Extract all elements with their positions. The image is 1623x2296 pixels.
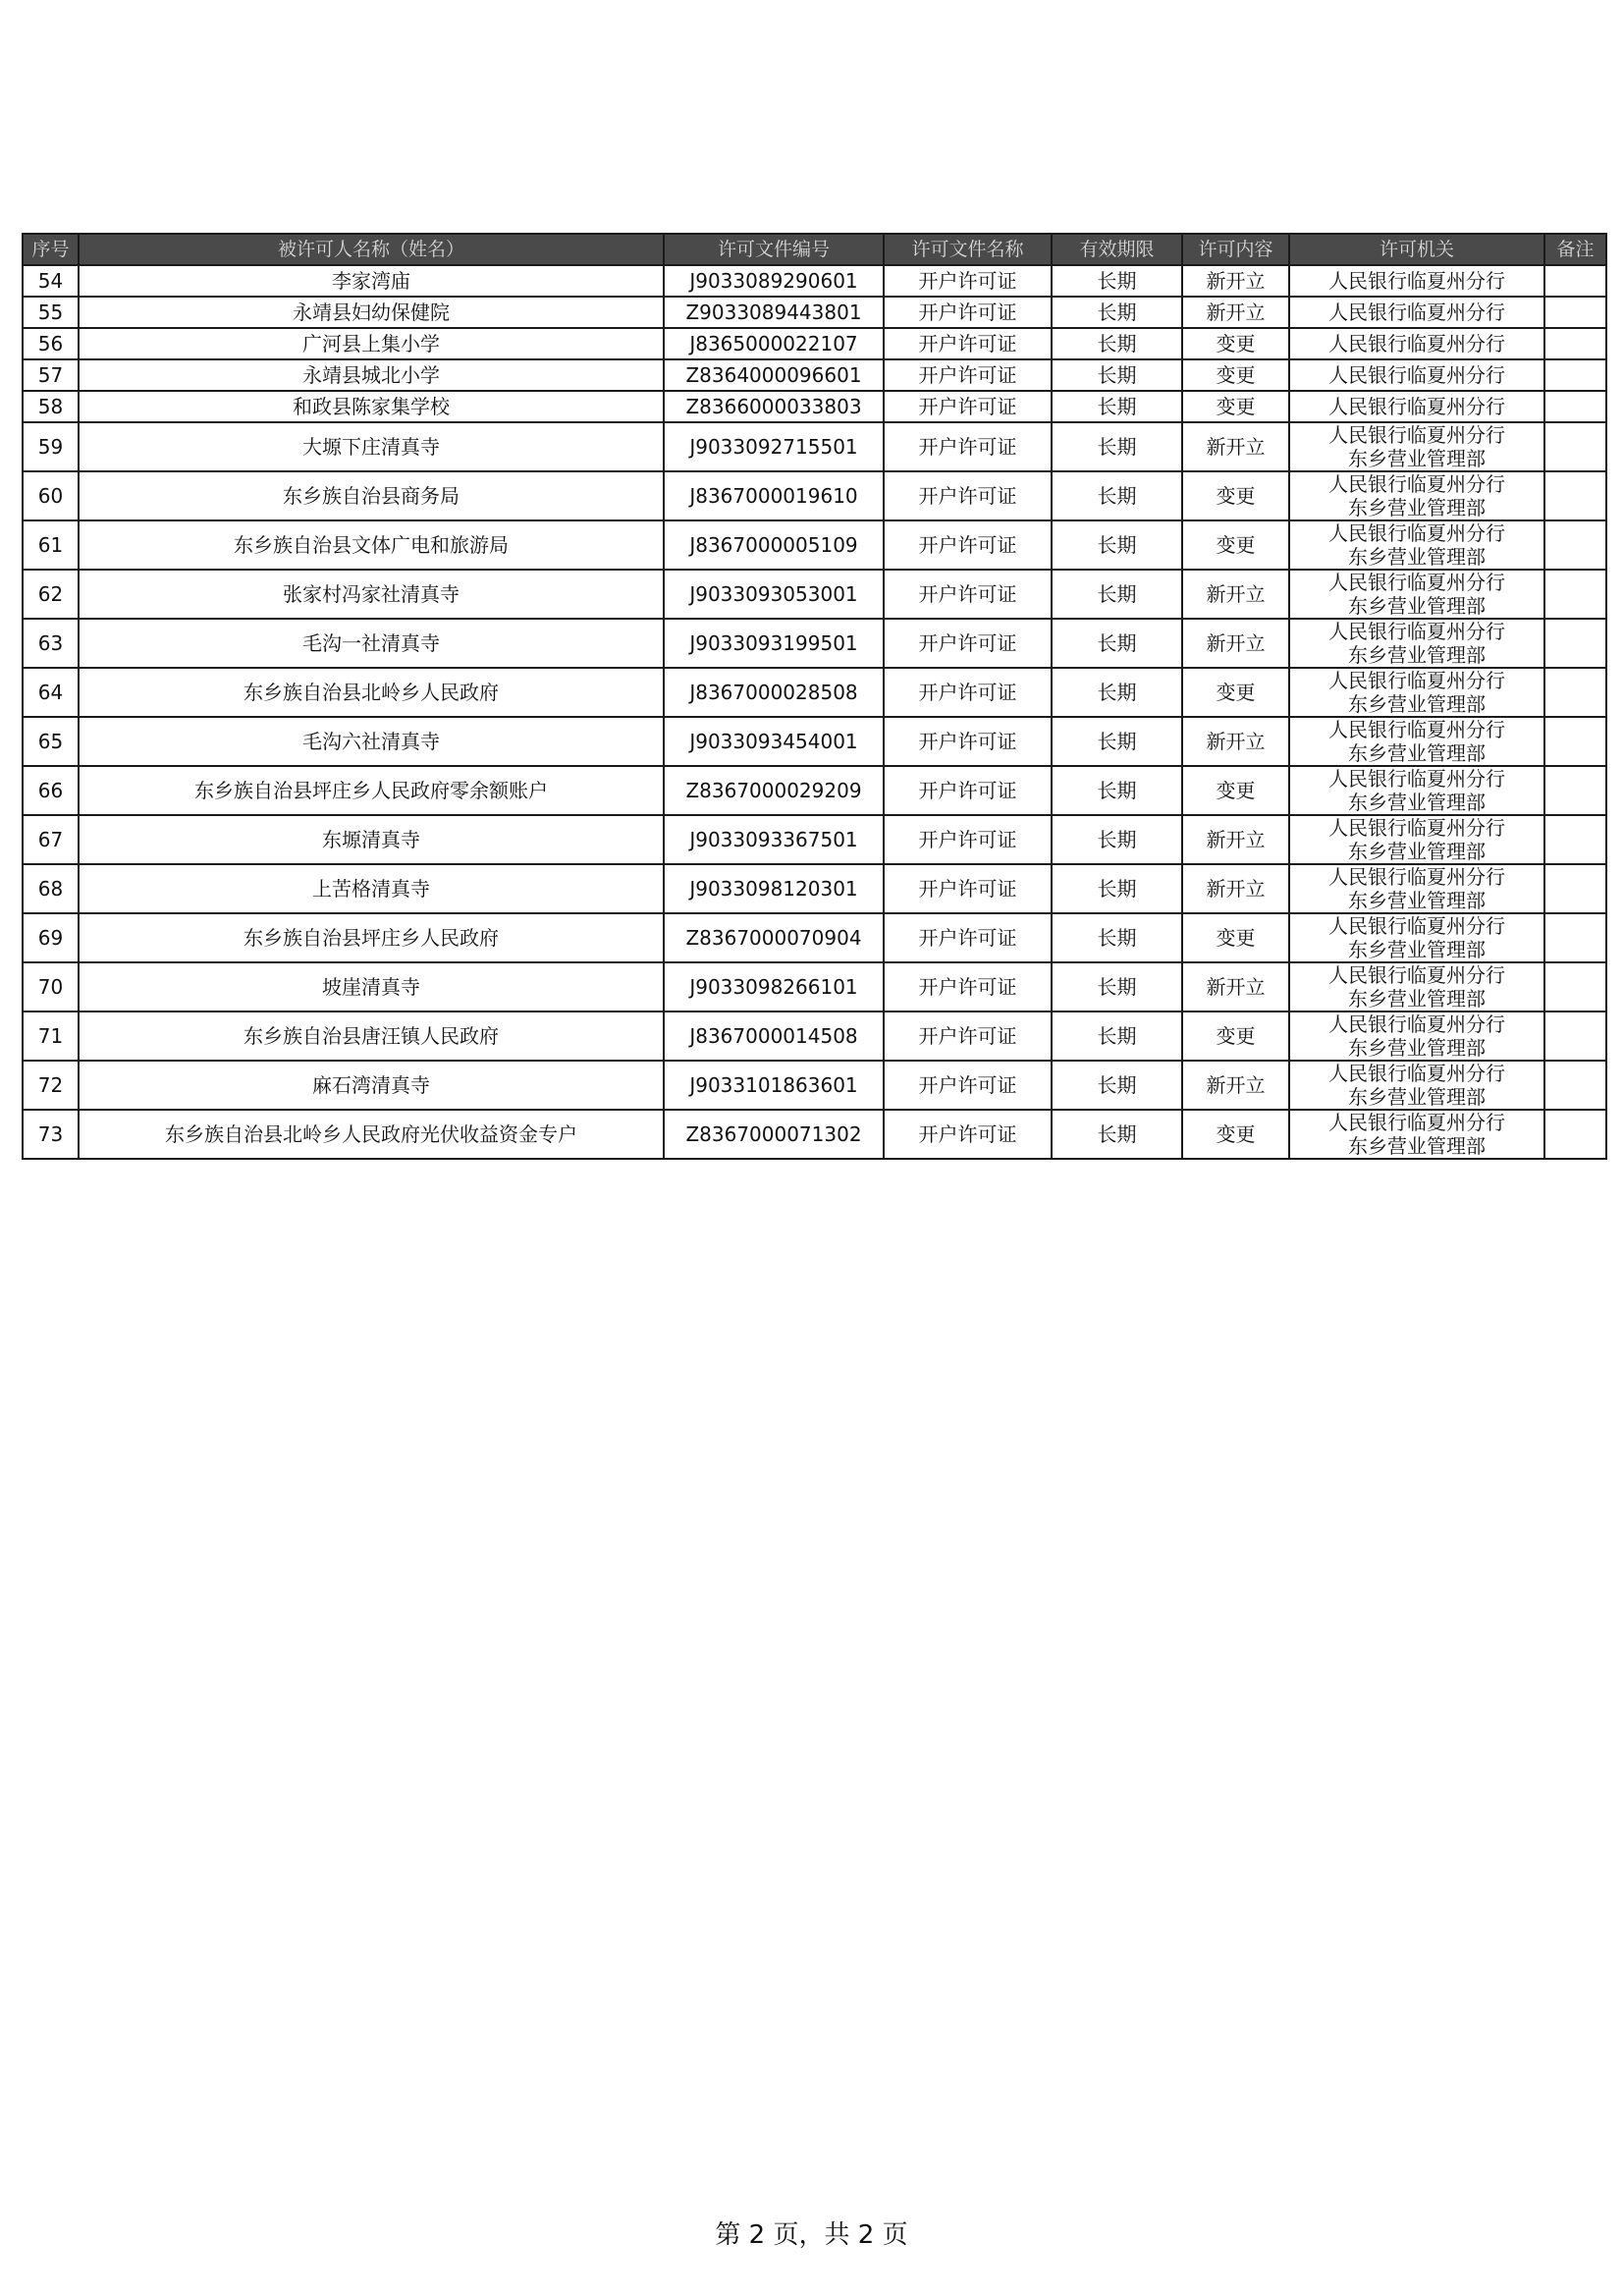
validity-term-cell: 长期	[1052, 265, 1182, 297]
table-row	[23, 328, 1606, 359]
permit-doc-cell: 开户许可证	[884, 570, 1052, 619]
permit-code-cell: Z8367000070904	[664, 913, 884, 962]
permit-content-cell: 新开立	[1182, 1061, 1289, 1110]
authority-line: 人民银行临夏州分行	[1328, 269, 1505, 293]
authority-line: 东乡营业管理部	[1348, 840, 1486, 863]
permit-content-cell: 变更	[1182, 328, 1289, 359]
remark-cell	[1544, 913, 1606, 962]
table-row	[23, 766, 1606, 815]
permit-doc-cell: 开户许可证	[884, 1011, 1052, 1061]
authority-cell	[1289, 328, 1544, 359]
authority-line: 人民银行临夏州分行	[1328, 1012, 1505, 1036]
permittee-name-cell: 东乡族自治县唐汪镇人民政府	[79, 1011, 664, 1061]
permit-content-cell: 新开立	[1182, 619, 1289, 668]
authority-line: 东乡营业管理部	[1348, 1036, 1486, 1060]
remark-cell	[1544, 328, 1606, 359]
validity-term-cell: 长期	[1052, 520, 1182, 570]
remark-cell	[1544, 815, 1606, 864]
permit-code-cell: J8367000014508	[664, 1011, 884, 1061]
permittee-name-cell: 大塬下庄清真寺	[79, 422, 664, 471]
permit-doc-cell: 开户许可证	[884, 668, 1052, 717]
table-row	[23, 1061, 1606, 1110]
table-row	[23, 422, 1606, 471]
authority-line: 东乡营业管理部	[1348, 1085, 1486, 1109]
permit-doc-cell: 开户许可证	[884, 619, 1052, 668]
authority-line: 人民银行临夏州分行	[1328, 423, 1505, 447]
permit-doc-cell: 开户许可证	[884, 717, 1052, 766]
header-cell-authority: 许可机关	[1289, 234, 1544, 265]
table-row	[23, 1110, 1606, 1159]
permit-code-cell: Z9033089443801	[664, 297, 884, 328]
remark-cell	[1544, 422, 1606, 471]
permittee-name-cell: 张家村冯家社清真寺	[79, 570, 664, 619]
remark-cell	[1544, 717, 1606, 766]
permit-content-cell: 新开立	[1182, 815, 1289, 864]
validity-term-cell: 长期	[1052, 391, 1182, 422]
row-number-cell: 68	[23, 864, 79, 913]
validity-term-cell: 长期	[1052, 297, 1182, 328]
row-number-cell: 62	[23, 570, 79, 619]
remark-cell	[1544, 520, 1606, 570]
header-cell-content: 许可内容	[1182, 234, 1289, 265]
remark-cell	[1544, 619, 1606, 668]
validity-term-cell: 长期	[1052, 766, 1182, 815]
authority-line: 东乡营业管理部	[1348, 791, 1486, 814]
permittee-name-cell: 东乡族自治县北岭乡人民政府光伏收益资金专户	[79, 1110, 664, 1159]
permittee-name-cell: 毛沟一社清真寺	[79, 619, 664, 668]
permit-code-cell: Z8367000071302	[664, 1110, 884, 1159]
permit-code-cell: J8365000022107	[664, 328, 884, 359]
permittee-name-cell: 东乡族自治县文体广电和旅游局	[79, 520, 664, 570]
authority-cell	[1289, 815, 1544, 864]
row-number-cell: 66	[23, 766, 79, 815]
permittee-name-cell: 东乡族自治县坪庄乡人民政府	[79, 913, 664, 962]
row-number-cell: 64	[23, 668, 79, 717]
authority-cell	[1289, 297, 1544, 328]
table-row	[23, 619, 1606, 668]
table-row	[23, 864, 1606, 913]
authority-cell	[1289, 962, 1544, 1011]
authority-line: 东乡营业管理部	[1348, 741, 1486, 765]
permit-list-sheet	[22, 233, 1607, 1160]
authority-line: 东乡营业管理部	[1348, 447, 1486, 470]
authority-cell	[1289, 668, 1544, 717]
permit-content-cell: 变更	[1182, 359, 1289, 391]
authority-line: 东乡营业管理部	[1348, 496, 1486, 519]
authority-line: 东乡营业管理部	[1348, 1134, 1486, 1158]
permit-code-cell: J9033101863601	[664, 1061, 884, 1110]
permit-doc-cell: 开户许可证	[884, 962, 1052, 1011]
permit-table	[22, 233, 1607, 1160]
permit-doc-cell: 开户许可证	[884, 328, 1052, 359]
header-cell-name: 被许可人名称（姓名）	[79, 234, 664, 265]
permit-content-cell: 变更	[1182, 913, 1289, 962]
permit-code-cell: Z8366000033803	[664, 391, 884, 422]
table-row	[23, 717, 1606, 766]
remark-cell	[1544, 471, 1606, 520]
permit-code-cell: Z8364000096601	[664, 359, 884, 391]
validity-term-cell: 长期	[1052, 422, 1182, 471]
remark-cell	[1544, 265, 1606, 297]
authority-line: 人民银行临夏州分行	[1328, 332, 1505, 355]
permit-content-cell: 新开立	[1182, 962, 1289, 1011]
permit-doc-cell: 开户许可证	[884, 1061, 1052, 1110]
authority-line: 人民银行临夏州分行	[1328, 620, 1505, 643]
permit-doc-cell: 开户许可证	[884, 297, 1052, 328]
table-row	[23, 570, 1606, 619]
permit-content-cell: 变更	[1182, 391, 1289, 422]
permit-content-cell: 新开立	[1182, 265, 1289, 297]
permit-doc-cell: 开户许可证	[884, 864, 1052, 913]
authority-cell	[1289, 1061, 1544, 1110]
table-body	[23, 265, 1606, 1159]
authority-cell	[1289, 913, 1544, 962]
header-cell-code: 许可文件编号	[664, 234, 884, 265]
table-header	[23, 234, 1606, 265]
validity-term-cell: 长期	[1052, 668, 1182, 717]
permit-content-cell: 新开立	[1182, 717, 1289, 766]
table-row	[23, 391, 1606, 422]
permit-code-cell: J8367000005109	[664, 520, 884, 570]
permit-code-cell: J9033089290601	[664, 265, 884, 297]
permit-code-cell: Z8367000029209	[664, 766, 884, 815]
table-row	[23, 297, 1606, 328]
remark-cell	[1544, 359, 1606, 391]
authority-cell	[1289, 864, 1544, 913]
permit-code-cell: J9033093053001	[664, 570, 884, 619]
authority-line: 东乡营业管理部	[1348, 692, 1486, 716]
permit-content-cell: 新开立	[1182, 864, 1289, 913]
permit-doc-cell: 开户许可证	[884, 359, 1052, 391]
permittee-name-cell: 广河县上集小学	[79, 328, 664, 359]
table-row	[23, 359, 1606, 391]
permit-code-cell: J9033093454001	[664, 717, 884, 766]
authority-line: 人民银行临夏州分行	[1328, 363, 1505, 387]
authority-line: 人民银行临夏州分行	[1328, 472, 1505, 496]
validity-term-cell: 长期	[1052, 359, 1182, 391]
permit-code-cell: J9033098266101	[664, 962, 884, 1011]
permit-content-cell: 新开立	[1182, 570, 1289, 619]
permit-content-cell: 新开立	[1182, 297, 1289, 328]
permit-doc-cell: 开户许可证	[884, 265, 1052, 297]
header-row	[23, 234, 1606, 265]
permit-content-cell: 变更	[1182, 766, 1289, 815]
permittee-name-cell: 永靖县城北小学	[79, 359, 664, 391]
table-row	[23, 962, 1606, 1011]
permittee-name-cell: 东塬清真寺	[79, 815, 664, 864]
permit-doc-cell: 开户许可证	[884, 766, 1052, 815]
row-number-cell: 70	[23, 962, 79, 1011]
remark-cell	[1544, 962, 1606, 1011]
validity-term-cell: 长期	[1052, 570, 1182, 619]
table-row	[23, 265, 1606, 297]
row-number-cell: 63	[23, 619, 79, 668]
permit-doc-cell: 开户许可证	[884, 1110, 1052, 1159]
authority-cell	[1289, 570, 1544, 619]
authority-line: 东乡营业管理部	[1348, 594, 1486, 618]
row-number-cell: 55	[23, 297, 79, 328]
authority-cell	[1289, 619, 1544, 668]
authority-cell	[1289, 359, 1544, 391]
permit-doc-cell: 开户许可证	[884, 815, 1052, 864]
permit-content-cell: 变更	[1182, 520, 1289, 570]
authority-cell	[1289, 717, 1544, 766]
permittee-name-cell: 和政县陈家集学校	[79, 391, 664, 422]
permit-code-cell: J9033093367501	[664, 815, 884, 864]
authority-line: 人民银行临夏州分行	[1328, 816, 1505, 840]
remark-cell	[1544, 668, 1606, 717]
header-cell-term: 有效期限	[1052, 234, 1182, 265]
permit-code-cell: J9033098120301	[664, 864, 884, 913]
remark-cell	[1544, 1061, 1606, 1110]
table-row	[23, 520, 1606, 570]
authority-line: 人民银行临夏州分行	[1328, 669, 1505, 692]
permittee-name-cell: 坡崖清真寺	[79, 962, 664, 1011]
authority-cell	[1289, 391, 1544, 422]
permittee-name-cell: 李家湾庙	[79, 265, 664, 297]
row-number-cell: 72	[23, 1061, 79, 1110]
permit-content-cell: 变更	[1182, 1011, 1289, 1061]
row-number-cell: 58	[23, 391, 79, 422]
permit-doc-cell: 开户许可证	[884, 391, 1052, 422]
authority-cell	[1289, 766, 1544, 815]
permit-code-cell: J8367000028508	[664, 668, 884, 717]
row-number-cell: 60	[23, 471, 79, 520]
row-number-cell: 57	[23, 359, 79, 391]
permit-doc-cell: 开户许可证	[884, 913, 1052, 962]
permit-content-cell: 变更	[1182, 471, 1289, 520]
permit-content-cell: 变更	[1182, 668, 1289, 717]
validity-term-cell: 长期	[1052, 328, 1182, 359]
remark-cell	[1544, 864, 1606, 913]
row-number-cell: 67	[23, 815, 79, 864]
row-number-cell: 71	[23, 1011, 79, 1061]
row-number-cell: 69	[23, 913, 79, 962]
header-cell-no: 序号	[23, 234, 79, 265]
table-row	[23, 471, 1606, 520]
authority-line: 人民银行临夏州分行	[1328, 395, 1505, 418]
authority-cell	[1289, 1011, 1544, 1061]
table-row	[23, 913, 1606, 962]
permittee-name-cell: 东乡族自治县北岭乡人民政府	[79, 668, 664, 717]
permit-content-cell: 变更	[1182, 1110, 1289, 1159]
table-row	[23, 815, 1606, 864]
authority-line: 人民银行临夏州分行	[1328, 521, 1505, 545]
remark-cell	[1544, 570, 1606, 619]
header-cell-remark: 备注	[1544, 234, 1606, 265]
authority-line: 人民银行临夏州分行	[1328, 865, 1505, 889]
authority-line: 东乡营业管理部	[1348, 545, 1486, 569]
row-number-cell: 54	[23, 265, 79, 297]
row-number-cell: 73	[23, 1110, 79, 1159]
authority-cell	[1289, 265, 1544, 297]
header-cell-doc: 许可文件名称	[884, 234, 1052, 265]
row-number-cell: 56	[23, 328, 79, 359]
remark-cell	[1544, 1110, 1606, 1159]
authority-cell	[1289, 1110, 1544, 1159]
permit-content-cell: 新开立	[1182, 422, 1289, 471]
permittee-name-cell: 永靖县妇幼保健院	[79, 297, 664, 328]
authority-line: 人民银行临夏州分行	[1328, 767, 1505, 791]
authority-line: 人民银行临夏州分行	[1328, 301, 1505, 324]
permittee-name-cell: 东乡族自治县商务局	[79, 471, 664, 520]
authority-line: 东乡营业管理部	[1348, 938, 1486, 961]
authority-line: 东乡营业管理部	[1348, 643, 1486, 667]
validity-term-cell: 长期	[1052, 1011, 1182, 1061]
authority-line: 东乡营业管理部	[1348, 889, 1486, 912]
authority-line: 人民银行临夏州分行	[1328, 571, 1505, 594]
table-row	[23, 668, 1606, 717]
authority-line: 人民银行临夏州分行	[1328, 914, 1505, 938]
validity-term-cell: 长期	[1052, 864, 1182, 913]
permit-doc-cell: 开户许可证	[884, 471, 1052, 520]
authority-line: 东乡营业管理部	[1348, 987, 1486, 1011]
remark-cell	[1544, 391, 1606, 422]
validity-term-cell: 长期	[1052, 717, 1182, 766]
validity-term-cell: 长期	[1052, 471, 1182, 520]
authority-cell	[1289, 520, 1544, 570]
validity-term-cell: 长期	[1052, 1061, 1182, 1110]
validity-term-cell: 长期	[1052, 962, 1182, 1011]
table-row	[23, 1011, 1606, 1061]
authority-line: 人民银行临夏州分行	[1328, 718, 1505, 741]
validity-term-cell: 长期	[1052, 1110, 1182, 1159]
row-number-cell: 59	[23, 422, 79, 471]
permit-doc-cell: 开户许可证	[884, 520, 1052, 570]
permit-doc-cell: 开户许可证	[884, 422, 1052, 471]
row-number-cell: 61	[23, 520, 79, 570]
permit-code-cell: J9033093199501	[664, 619, 884, 668]
permittee-name-cell: 东乡族自治县坪庄乡人民政府零余额账户	[79, 766, 664, 815]
validity-term-cell: 长期	[1052, 913, 1182, 962]
permit-code-cell: J8367000019610	[664, 471, 884, 520]
authority-line: 人民银行临夏州分行	[1328, 963, 1505, 987]
authority-line: 人民银行临夏州分行	[1328, 1111, 1505, 1134]
validity-term-cell: 长期	[1052, 815, 1182, 864]
validity-term-cell: 长期	[1052, 619, 1182, 668]
authority-cell	[1289, 471, 1544, 520]
permittee-name-cell: 上苦格清真寺	[79, 864, 664, 913]
permittee-name-cell: 毛沟六社清真寺	[79, 717, 664, 766]
permit-code-cell: J9033092715501	[664, 422, 884, 471]
remark-cell	[1544, 766, 1606, 815]
row-number-cell: 65	[23, 717, 79, 766]
authority-line: 人民银行临夏州分行	[1328, 1062, 1505, 1085]
authority-cell	[1289, 422, 1544, 471]
page-footer: 第 2 页，共 2 页	[715, 2220, 908, 2250]
remark-cell	[1544, 297, 1606, 328]
remark-cell	[1544, 1011, 1606, 1061]
permittee-name-cell: 麻石湾清真寺	[79, 1061, 664, 1110]
